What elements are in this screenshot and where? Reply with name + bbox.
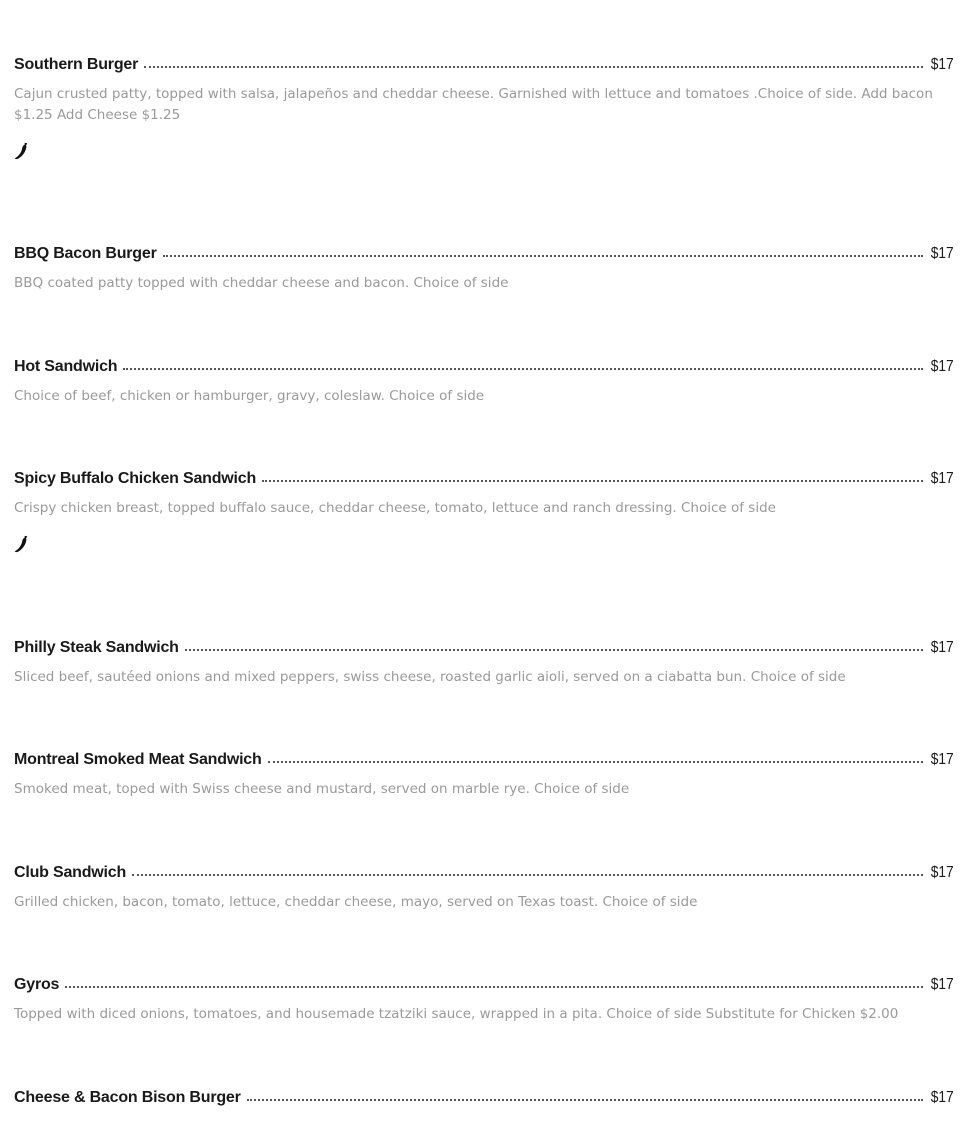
dot-leader [123,368,923,370]
menu-item-gyros[interactable] [14,970,954,1025]
menu-item-header [14,858,954,882]
menu-item-price: $17 [931,56,954,73]
menu-item-montreal-smoked-meat-sandwich[interactable] [14,745,954,800]
menu-item-description: BBQ coated patty topped with cheddar cheese and bacon. Choice of side [14,275,509,291]
menu-item-header [14,633,954,657]
menu-item-name: Cheese & Bacon Bison Burger [14,1089,241,1106]
menu-item-name: Montreal Smoked Meat Sandwich [14,751,262,768]
menu-item-description: Crispy chicken breast, topped buffalo sauce, cheddar cheese, tomato, lettuce and ranch dressing. Choice of side [14,500,776,516]
dot-leader [132,874,923,876]
menu-item-price: $17 [931,976,954,993]
menu-item-description: Choice of beef, chicken or hamburger, gravy, coleslaw. Choice of side [14,388,485,404]
dot-leader [268,761,924,763]
menu-item-description: Grilled chicken, bacon, tomato, lettuce, cheddar cheese, mayo, served on Texas toast. Choice of side [14,894,698,910]
menu-item-price: $17 [931,358,954,375]
menu-item-name: Hot Sandwich [14,358,118,375]
menu-item-header [14,1083,954,1107]
menu-item-header [14,970,954,994]
dot-leader [262,480,923,482]
menu-item-description: Cajun crusted patty, topped with salsa, jalapeños and cheddar cheese. Garnished with lettuce and tomatoes .Choice of side. Add bacon $1.25 Add Cheese $1.25 [14,86,933,123]
menu-item-header [14,50,954,74]
menu-item-price: $17 [931,864,954,881]
menu-item-spicy-buffalo-chicken-sandwich[interactable] [14,464,954,558]
menu-item-bbq-bacon-burger[interactable] [14,239,954,294]
menu-item-name: Spicy Buffalo Chicken Sandwich [14,470,257,487]
menu-item-header [14,464,954,488]
menu-item-description: Smoked meat, toped with Swiss cheese and mustard, served on marble rye. Choice of side [14,781,630,797]
menu-item-name: Southern Burger [14,56,139,73]
menu-item-cheese-bacon-bison-burger[interactable] [14,1083,954,1107]
menu-item-name: Club Sandwich [14,864,127,881]
menu-item-description: Topped with diced onions, tomatoes, and housemade tzatziki sauce, wrapped in a pita. Choice of side Substitute for Chicken $2.00 [14,1006,899,1022]
dot-leader [185,649,924,651]
menu-item-hot-sandwich[interactable] [14,352,954,407]
dot-leader [163,255,924,257]
menu-item-philly-steak-sandwich[interactable] [14,633,954,688]
menu-item-name: Gyros [14,976,60,993]
menu-item-price: $17 [931,639,954,656]
menu-item-price: $17 [931,1089,954,1106]
menu-item-description: Sliced beef, sautéed onions and mixed peppers, swiss cheese, roasted garlic aioli, served on a ciabatta bun. Choice of side [14,669,846,685]
menu-item-header [14,239,954,263]
menu-item-price: $17 [931,245,954,262]
menu-item-name: Philly Steak Sandwich [14,639,179,656]
dot-leader [247,1099,924,1101]
menu-item-southern-burger[interactable] [14,50,954,165]
menu-item-name: BBQ Bacon Burger [14,245,157,262]
chili-pepper-icon [14,142,30,160]
menu-item-header [14,745,954,769]
menu-item-price: $17 [931,751,954,768]
dot-leader [144,66,923,68]
menu-item-header [14,352,954,376]
menu-item-club-sandwich[interactable] [14,858,954,913]
dot-leader [65,986,923,988]
chili-pepper-icon [14,535,30,553]
menu-item-price: $17 [931,470,954,487]
